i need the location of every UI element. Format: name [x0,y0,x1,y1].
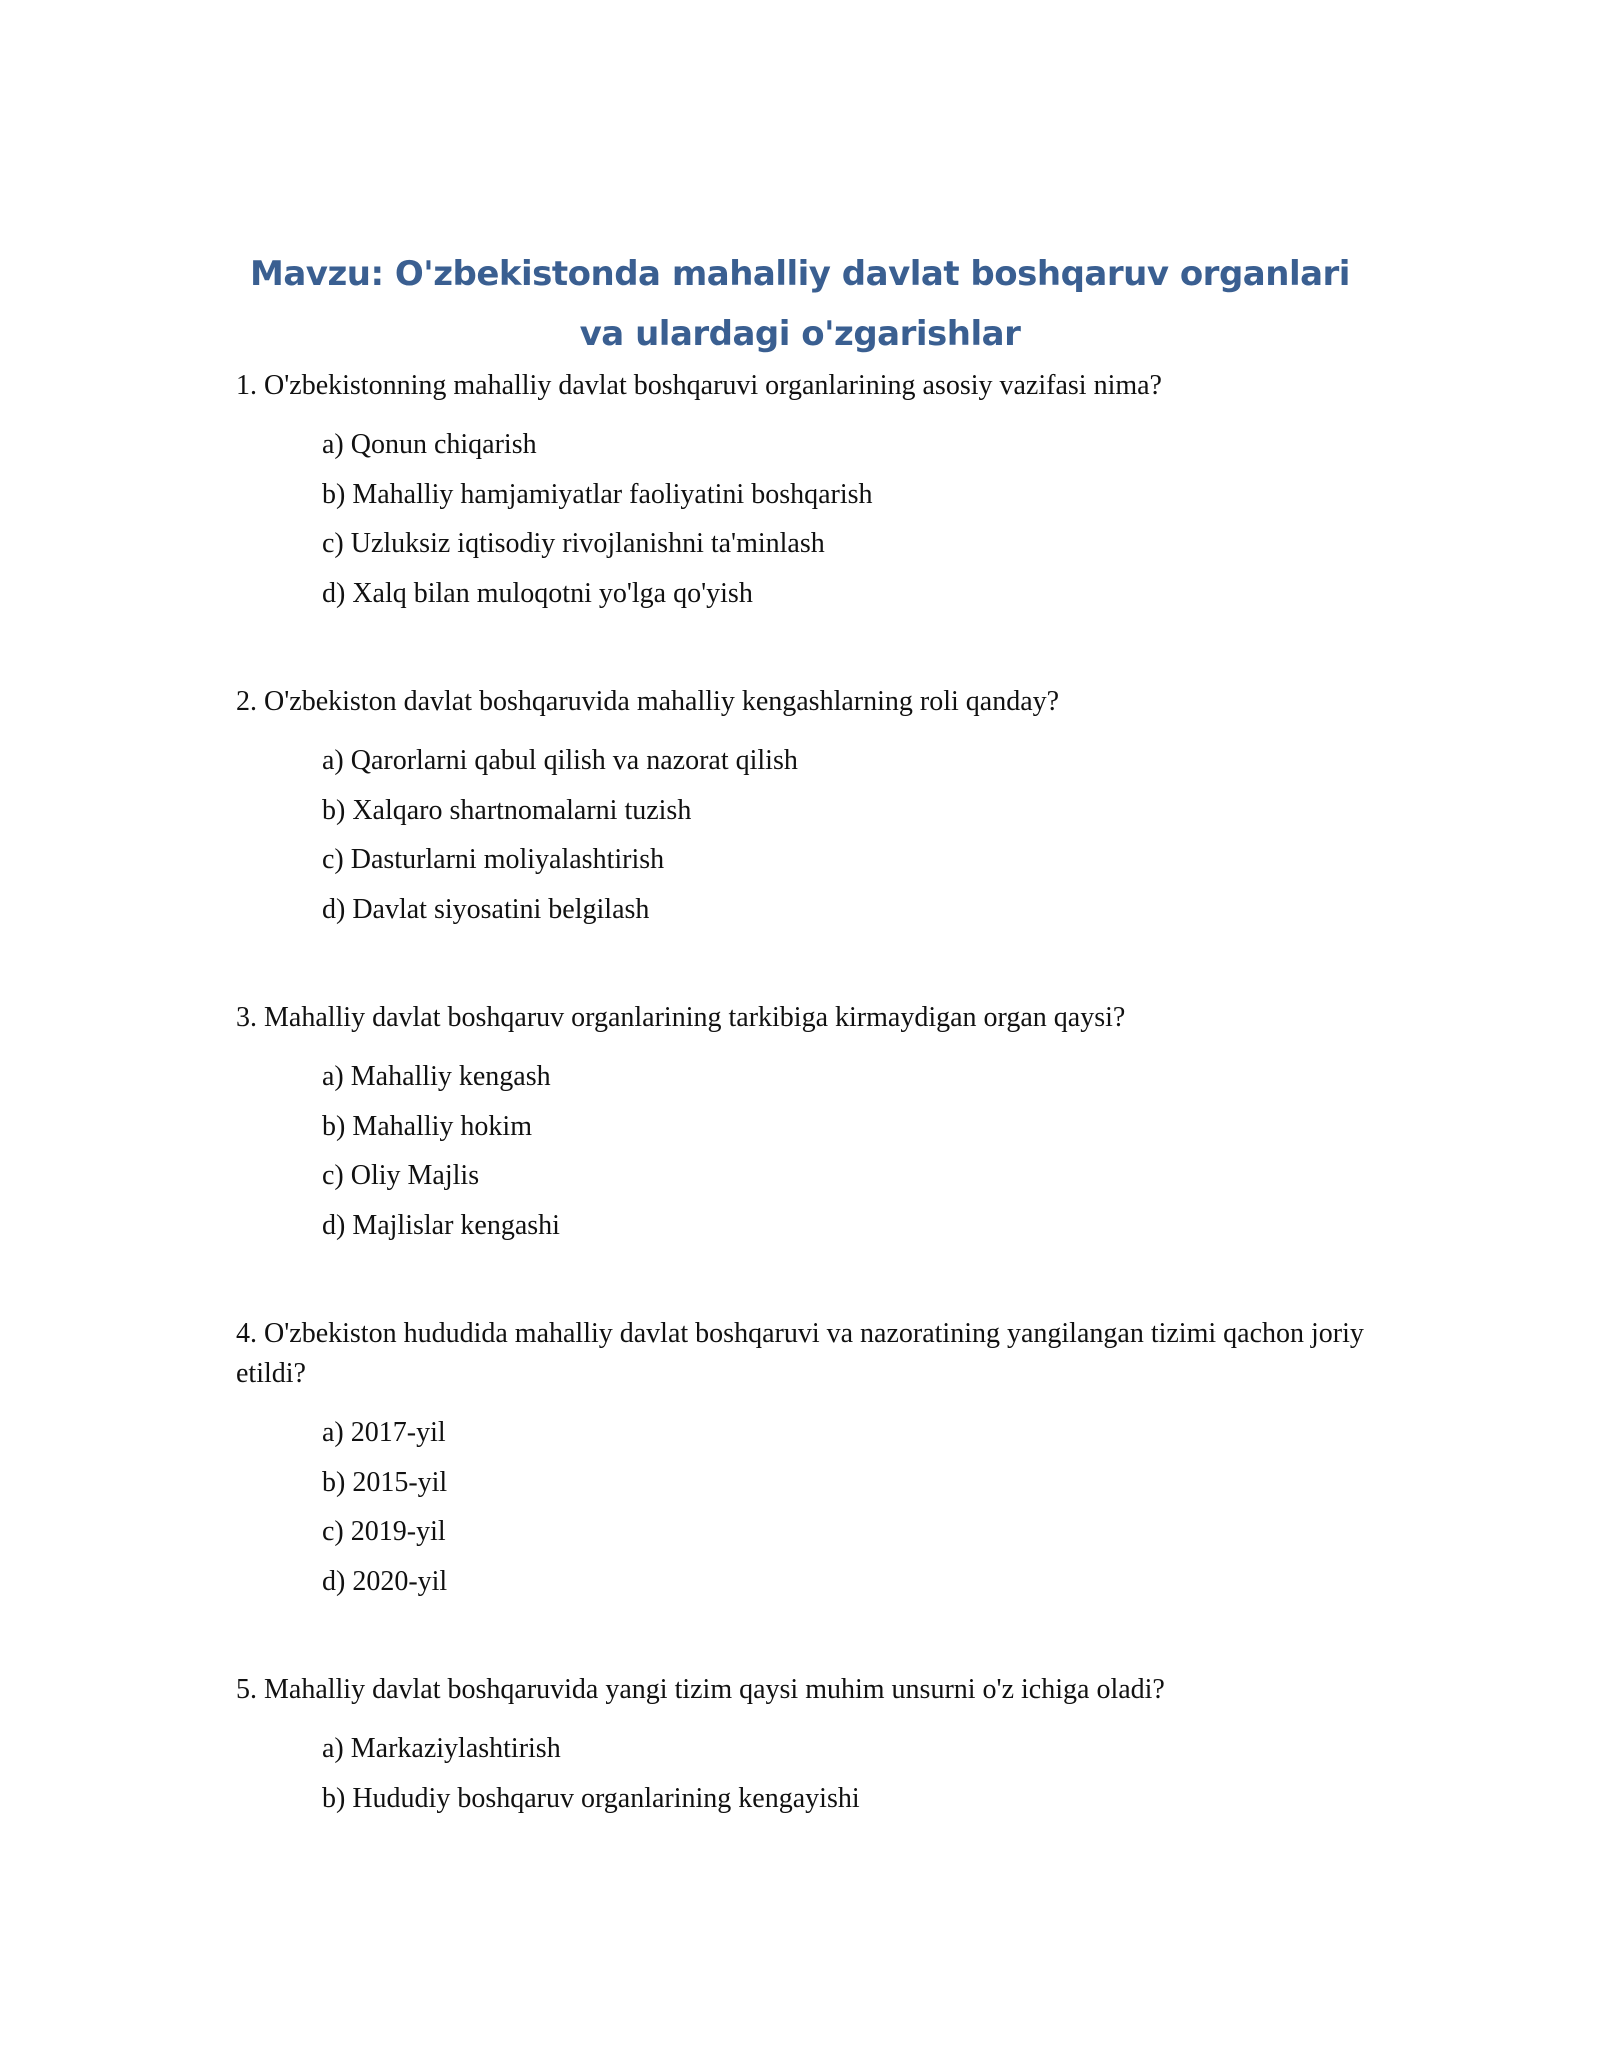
answer-option: c) Dasturlarni moliyalashtirish [322,844,665,875]
question-item [236,682,1364,934]
answer-option: b) Xalqaro shartnomalarni tuzish [322,794,692,826]
answer-option: a) Mahalliy kengash [322,1061,551,1092]
answer-option: d) Davlat siyosatini belgilash [322,893,650,925]
answer-option: b) Hududiy boshqaruv organlarining kengayishi [322,1782,860,1814]
answer-option: c) Oliy Majlis [322,1160,480,1191]
answer-option: b) Mahalliy hokim [322,1110,532,1142]
question-item [236,1314,1364,1606]
answer-option: b) Mahalliy hamjamiyatlar faoliyatini boshqarish [322,478,873,510]
answer-option: d) Majlislar kengashi [322,1209,560,1241]
answer-options [236,1052,1364,1250]
question-text: 1. O'zbekistonning mahalliy davlat boshqaruvi organlarining asosiy vazifasi nima? [236,370,1162,401]
answer-option: a) Qonun chiqarish [322,429,537,460]
answer-option: b) 2015-yil [322,1466,448,1498]
question-item [236,998,1364,1250]
question-text: 3. Mahalliy davlat boshqaruv organlarining tarkibiga kirmaydigan organ qaysi? [236,1002,1126,1033]
answer-options [236,736,1364,934]
question-text: 5. Mahalliy davlat boshqaruvida yangi tizim qaysi muhim unsurni o'z ichiga oladi? [236,1674,1165,1705]
answer-options [236,1408,1364,1606]
question-item [236,1670,1364,1823]
answer-options [236,1724,1364,1823]
answer-option: d) 2020-yil [322,1565,448,1597]
answer-option: c) Uzluksiz iqtisodiy rivojlanishni ta'minlash [322,528,825,559]
answer-option: a) Qarorlarni qabul qilish va nazorat qilish [322,745,798,776]
answer-option: a) 2017-yil [322,1417,446,1448]
document-title: Mavzu: O'zbekistonda mahalliy davlat boshqaruv organlari va ulardagi o'zgarishlar [250,254,1350,354]
question-list [236,366,1364,1887]
question-text: 4. O'zbekiston hududida mahalliy davlat boshqaruvi va nazoratining yangilangan tizimi qachon joriy etildi? [236,1318,1364,1389]
answer-option: c) 2019-yil [322,1516,446,1547]
question-text: 2. O'zbekiston davlat boshqaruvida mahalliy kengashlarning roli qanday? [236,686,1060,717]
question-item [236,366,1364,618]
answer-option: a) Markaziylashtirish [322,1733,561,1764]
answer-options [236,420,1364,618]
answer-option: d) Xalq bilan muloqotni yo'lga qo'yish [322,577,753,609]
